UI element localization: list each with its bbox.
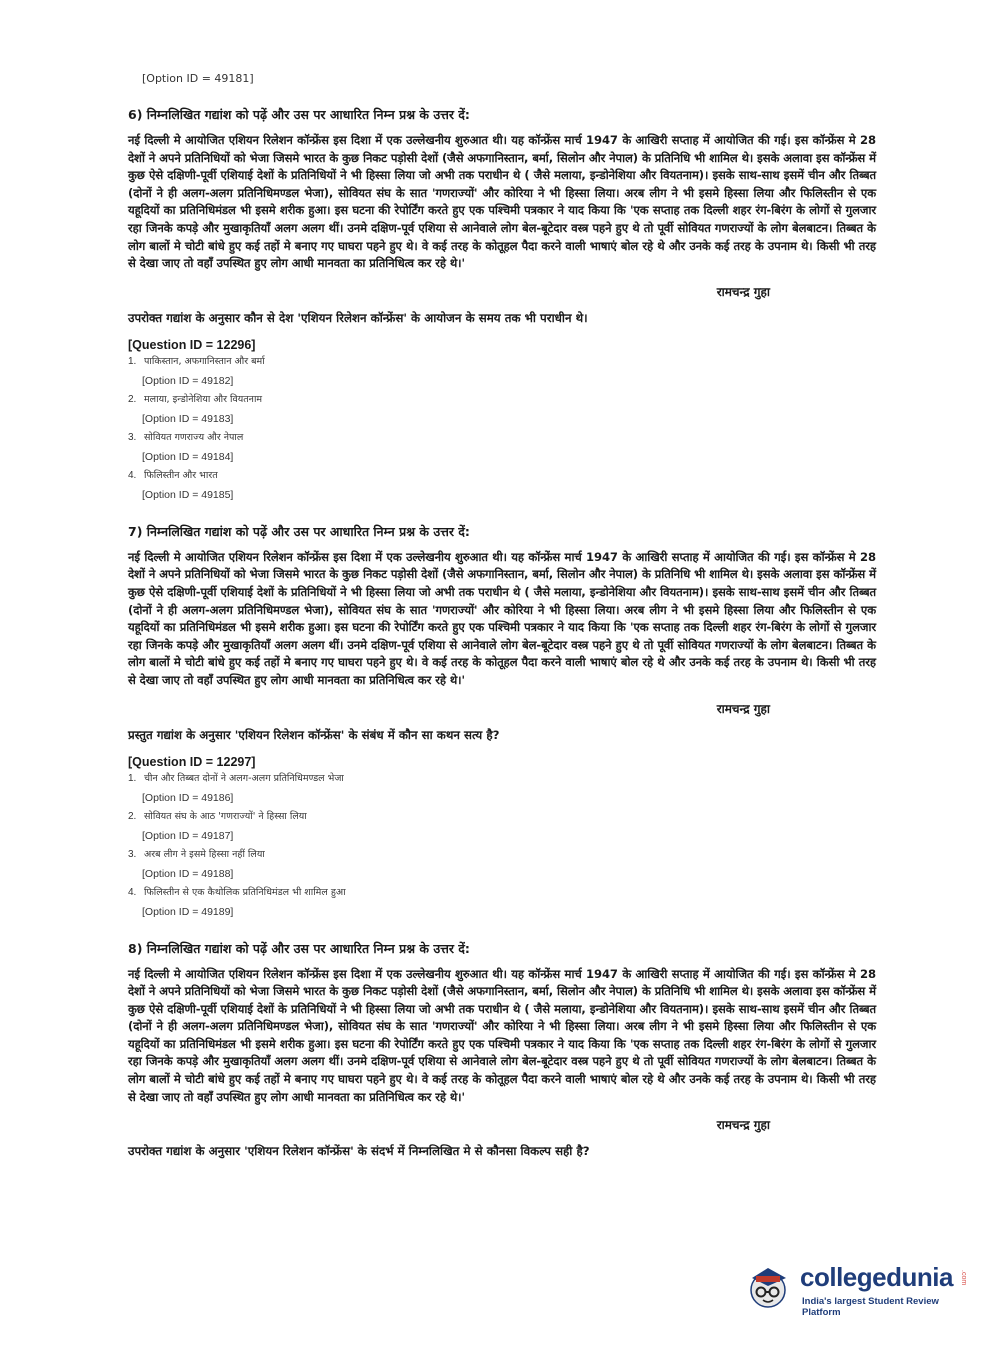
option-number: 4. bbox=[128, 469, 137, 481]
option-text: चीन और तिब्बत दोनों ने अलग-अलग प्रतिनिधिमण्डल भेजा bbox=[144, 772, 344, 784]
option-id: [Option ID = 49183] bbox=[142, 412, 234, 425]
option-item bbox=[128, 393, 876, 407]
option-text: पाकिस्तान, अफगानिस्तान और बर्मा bbox=[144, 355, 265, 367]
option-number: 2. bbox=[128, 393, 137, 405]
question-heading: 7) निम्नलिखित गद्यांश को पढ़ें और उस पर आधारित निम्न प्रश्न के उत्तर दें: bbox=[128, 523, 470, 539]
passage: नई दिल्ली मे आयोजित एशियन रिलेशन कॉन्फ्रेंस इस दिशा में एक उल्लेखनीय शुरुआत थी। यह कॉन्फ्रेंस मार्च 1947 के आखिरी सप्ताह में आयोजित की गई। इस कॉन्फ्रेंस मे 28 देशों ने अपने प्रतिनिधियों को भेजा जिसमे भारत के कुछ निकट पड़ोसी देशों (जैसे अफगानिस्तान, बर्मा, सिलोन और नेपाल) के प्रतिनिधि भी शामिल थे। इसके अलावा इस कॉन्फ्रेंस में कुछ ऐसे दक्षिणी-पूर्वी एशियाई देशों के प्रतिनिधियों ने भी हिस्सा लिया जो अभी तक पराधीन थे ( जैसे मलाया, इन्डोनेशिया और वियतनाम)। इसके साथ-साथ इसमें चीन और तिब्बत (दोनों ने ही अलग-अलग प्रतिनिधिमण्डल भेजा), सोवियत संघ के सात 'गणराज्यों' और कोरिया ने भी हिस्सा लिया। अरब लीग ने भी इसमे हिस्सा लिया और फिलिस्तीन से एक यहूदियों का प्रतिनिधिमंडल भी इसमे शरीक हुआ। इस घटना की रेपोर्टिंग करते हुए एक पश्चिमी पत्रकार ने याद किया कि 'एक सप्ताह तक दिल्ली शहर रंग-बिरंग के लोगों से गुलजार रहा जिनके कपड़े और मुखाकृतियाँ अलग अलग थीं। उनमे दक्षिण-पूर्व एशिया से आनेवाले लोग बेल-बूटेदार वस्त्र पहने हुए थे तो पूर्वी सोवियत गणराज्यों के लोग बेलबाटन। तिब्बत के लोग बालों मे चोटी बांधे हुए कई तहों मे बनाए गए घाघरा पहने हुए थे। वे कई तरह के कोतूहल पैदा करने वाली भाषाएं बोल रहे थे और उनके कई तरह के उपनाम थे। किसी भी तरह से देखा जाए तो वहाँ उपस्थित हुए लोग आधी मानवता का प्रतिनिधित्व कर रहे थे।' bbox=[128, 133, 876, 271]
collegedunia-logo-icon bbox=[744, 1260, 794, 1310]
option-item bbox=[128, 355, 876, 369]
option-item bbox=[128, 886, 876, 900]
option-text: अरब लीग ने इसमे हिस्सा नहीं लिया bbox=[144, 848, 265, 860]
option-text: सोवियत गणराज्य और नेपाल bbox=[144, 431, 244, 443]
question-heading: 8) निम्नलिखित गद्यांश को पढ़ें और उस पर आधारित निम्न प्रश्न के उत्तर दें: bbox=[128, 940, 470, 956]
brand-tagline: India's largest Student Review Platform bbox=[802, 1296, 939, 1318]
option-item bbox=[128, 810, 876, 824]
exam-page bbox=[128, 68, 876, 1162]
question-block-8 bbox=[128, 938, 876, 1163]
option-item bbox=[128, 772, 876, 786]
option-number: 4. bbox=[128, 886, 137, 898]
option-text: मलाया, इन्डोनेशिया और वियतनाम bbox=[144, 393, 263, 405]
option-id: [Option ID = 49182] bbox=[142, 374, 234, 387]
option-text: सोवियत संघ के आठ 'गणराज्यों' ने हिस्सा लिया bbox=[144, 810, 307, 822]
option-text: फिलिस्तीन और भारत bbox=[144, 469, 218, 481]
option-number: 1. bbox=[128, 355, 137, 367]
brand-name: collegedunia bbox=[800, 1262, 953, 1292]
passage-author: रामचन्द्र गुहा bbox=[716, 701, 770, 716]
option-number: 2. bbox=[128, 810, 137, 822]
collegedunia-watermark bbox=[744, 1254, 970, 1316]
option-text: फिलिस्तीन से एक कैथोलिक प्रतिनिधिमंडल भी शामिल हुआ bbox=[144, 886, 346, 898]
option-number: 1. bbox=[128, 772, 137, 784]
question-block-6 bbox=[128, 104, 876, 507]
question-block-7 bbox=[128, 521, 876, 924]
option-id: [Option ID = 49185] bbox=[142, 488, 234, 501]
question-text: प्रस्तुत गद्यांश के अनुसार 'एशियन रिलेशन कॉन्फ्रेंस' के संबंध में कौन सा कथन सत्य है? bbox=[128, 727, 500, 742]
option-number: 3. bbox=[128, 848, 137, 860]
option-id: [Option ID = 49187] bbox=[142, 829, 234, 842]
passage: नई दिल्ली मे आयोजित एशियन रिलेशन कॉन्फ्रेंस इस दिशा में एक उल्लेखनीय शुरुआत थी। यह कॉन्फ्रेंस मार्च 1947 के आखिरी सप्ताह में आयोजित की गई। इस कॉन्फ्रेंस मे 28 देशों ने अपने प्रतिनिधियों को भेजा जिसमे भारत के कुछ निकट पड़ोसी देशों (जैसे अफगानिस्तान, बर्मा, सिलोन और नेपाल) के प्रतिनिधि भी शामिल थे। इसके अलावा इस कॉन्फ्रेंस में कुछ ऐसे दक्षिणी-पूर्वी एशियाई देशों के प्रतिनिधियों ने भी हिस्सा लिया जो अभी तक पराधीन थे ( जैसे मलाया, इन्डोनेशिया और वियतनाम)। इसके साथ-साथ इसमें चीन और तिब्बत (दोनों ने ही अलग-अलग प्रतिनिधिमण्डल भेजा), सोवियत संघ के सात 'गणराज्यों' और कोरिया ने भी हिस्सा लिया। अरब लीग ने भी इसमे हिस्सा लिया और फिलिस्तीन से एक यहूदियों का प्रतिनिधिमंडल भी इसमे शरीक हुआ। इस घटना की रेपोर्टिंग करते हुए एक पश्चिमी पत्रकार ने याद किया कि 'एक सप्ताह तक दिल्ली शहर रंग-बिरंग के लोगों से गुलजार रहा जिनके कपड़े और मुखाकृतियाँ अलग अलग थीं। उनमे दक्षिण-पूर्व एशिया से आनेवाले लोग बेल-बूटेदार वस्त्र पहने हुए थे तो पूर्वी सोवियत गणराज्यों के लोग बेलबाटन। तिब्बत के लोग बालों मे चोटी बांधे हुए कई तहों मे बनाए गए घाघरा पहने हुए थे। वे कई तरह के कोतूहल पैदा करने वाली भाषाएं बोल रहे थे और उनके कई तरह के उपनाम थे। किसी भी तरह से देखा जाए तो वहाँ उपस्थित हुए लोग आधी मानवता का प्रतिनिधित्व कर रहे थे।' bbox=[128, 966, 876, 1104]
option-item bbox=[128, 431, 876, 445]
question-id: [Question ID = 12296] bbox=[128, 337, 256, 352]
option-item bbox=[128, 469, 876, 483]
option-id: [Option ID = 49189] bbox=[142, 905, 234, 918]
question-text: उपरोक्त गद्यांश के अनुसार 'एशियन रिलेशन कॉन्फ्रेंस' के संदर्भ में निम्नलिखित मे से कौनसा विकल्प सही है? bbox=[128, 1144, 590, 1159]
passage: नई दिल्ली मे आयोजित एशियन रिलेशन कॉन्फ्रेंस इस दिशा में एक उल्लेखनीय शुरुआत थी। यह कॉन्फ्रेंस मार्च 1947 के आखिरी सप्ताह में आयोजित की गई। इस कॉन्फ्रेंस मे 28 देशों ने अपने प्रतिनिधियों को भेजा जिसमे भारत के कुछ निकट पड़ोसी देशों (जैसे अफगानिस्तान, बर्मा, सिलोन और नेपाल) के प्रतिनिधि भी शामिल थे। इसके अलावा इस कॉन्फ्रेंस में कुछ ऐसे दक्षिणी-पूर्वी एशियाई देशों के प्रतिनिधियों ने भी हिस्सा लिया जो अभी तक पराधीन थे ( जैसे मलाया, इन्डोनेशिया और वियतनाम)। इसके साथ-साथ इसमें चीन और तिब्बत (दोनों ने ही अलग-अलग प्रतिनिधिमण्डल भेजा), सोवियत संघ के सात 'गणराज्यों' और कोरिया ने भी हिस्सा लिया। अरब लीग ने भी इसमे हिस्सा लिया और फिलिस्तीन से एक यहूदियों का प्रतिनिधिमंडल भी इसमे शरीक हुआ। इस घटना की रेपोर्टिंग करते हुए एक पश्चिमी पत्रकार ने याद किया कि 'एक सप्ताह तक दिल्ली शहर रंग-बिरंग के लोगों से गुलजार रहा जिनके कपड़े और मुखाकृतियाँ अलग अलग थीं। उनमे दक्षिण-पूर्व एशिया से आनेवाले लोग बेल-बूटेदार वस्त्र पहने हुए थे तो पूर्वी सोवियत गणराज्यों के लोग बेलबाटन। तिब्बत के लोग बालों मे चोटी बांधे हुए कई तहों मे बनाए गए घाघरा पहने हुए थे। वे कई तरह के कोतूहल पैदा करने वाली भाषाएं बोल रहे थे और उनके कई तरह के उपनाम थे। किसी भी तरह से देखा जाए तो वहाँ उपस्थित हुए लोग आधी मानवता का प्रतिनिधित्व कर रहे थे।' bbox=[128, 549, 876, 687]
option-id: [Option ID = 49181] bbox=[142, 72, 254, 85]
option-id: [Option ID = 49184] bbox=[142, 450, 234, 463]
passage-author: रामचन्द्र गुहा bbox=[716, 284, 770, 299]
passage-author: रामचन्द्र गुहा bbox=[716, 1118, 770, 1133]
question-text: उपरोक्त गद्यांश के अनुसार कौन से देश 'एशियन रिलेशन कॉन्फ्रेंस' के आयोजन के समय तक भी पराधीन थे। bbox=[128, 310, 588, 325]
option-item bbox=[128, 848, 876, 862]
question-id: [Question ID = 12297] bbox=[128, 754, 256, 769]
brand-dotcom: .com bbox=[960, 1270, 967, 1286]
question-heading: 6) निम्नलिखित गद्यांश को पढ़ें और उस पर आधारित निम्न प्रश्न के उत्तर दें: bbox=[128, 107, 470, 122]
option-number: 3. bbox=[128, 431, 137, 443]
option-id: [Option ID = 49186] bbox=[142, 791, 234, 804]
option-id: [Option ID = 49188] bbox=[142, 867, 234, 880]
